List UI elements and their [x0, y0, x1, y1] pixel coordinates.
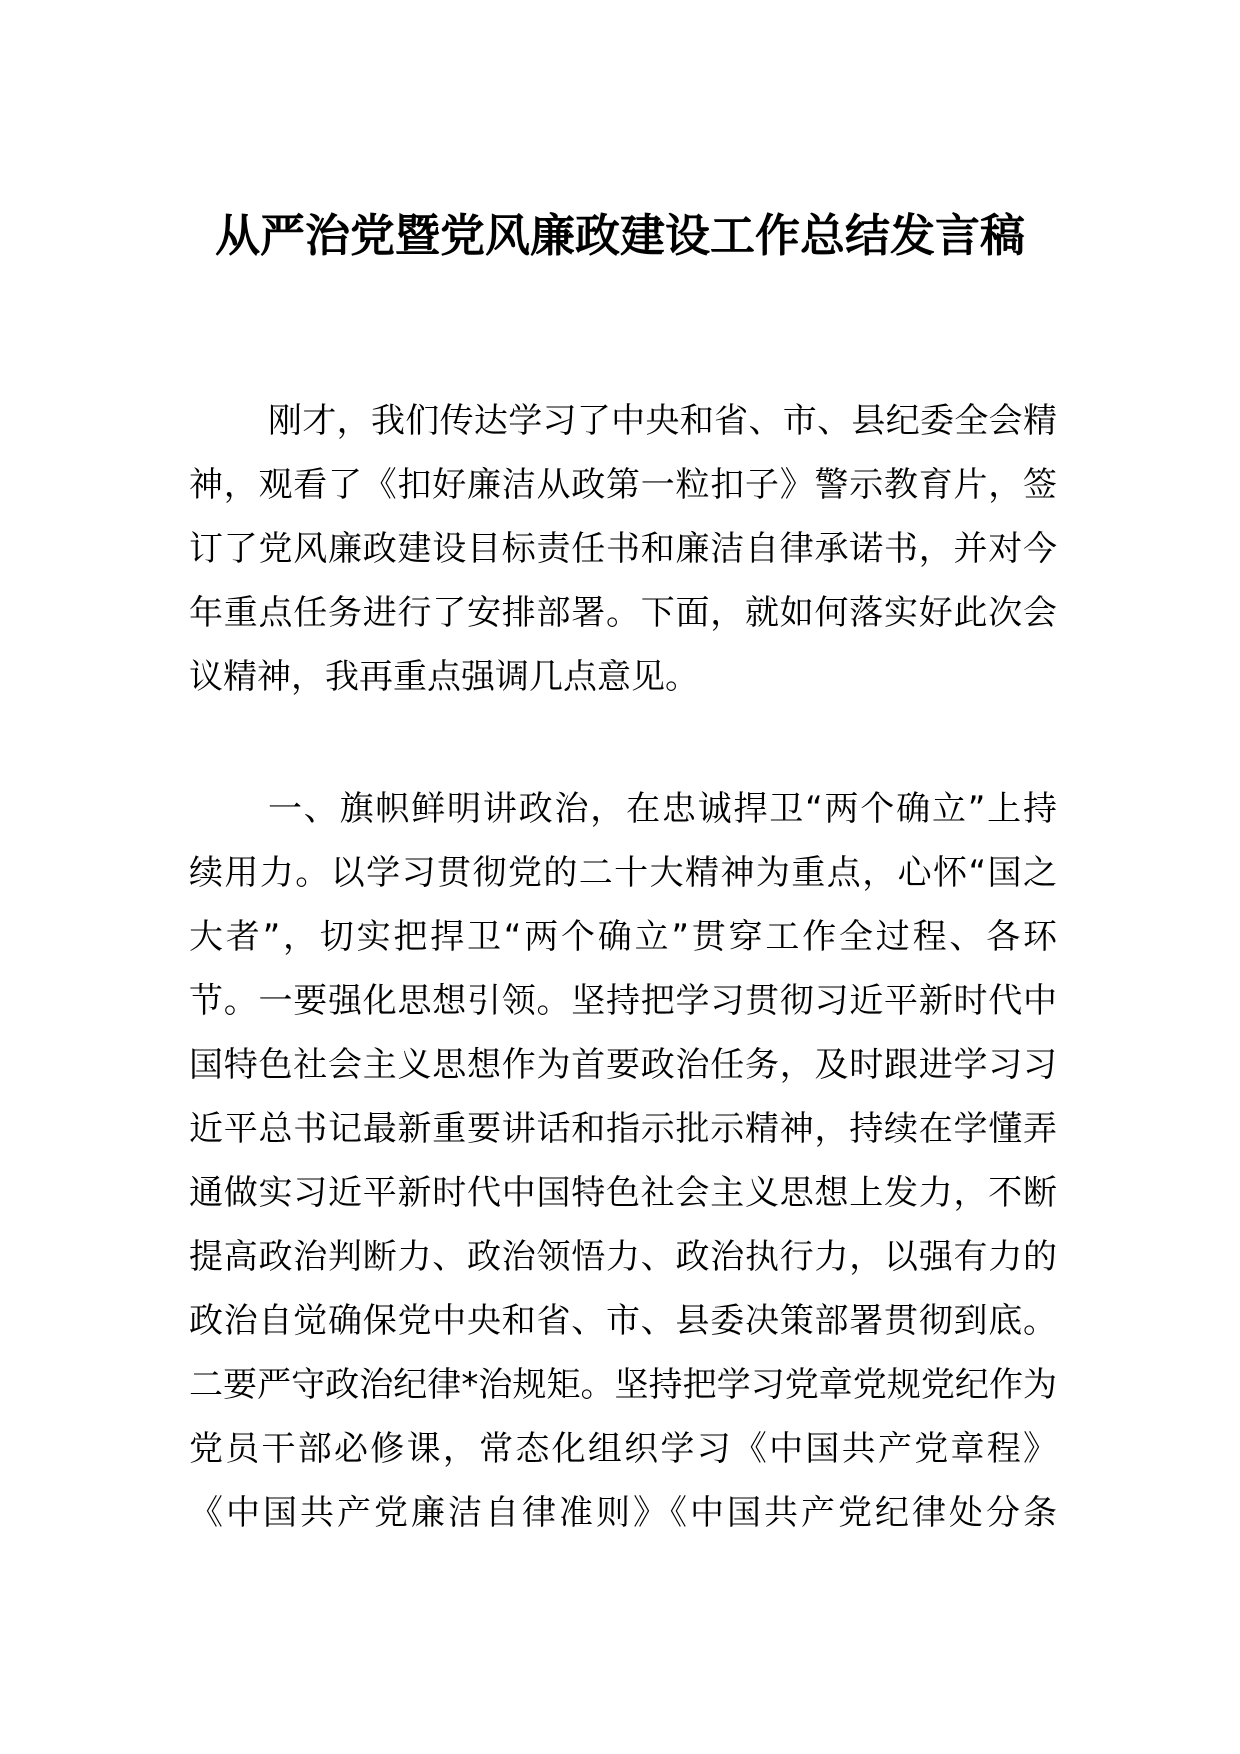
text-line: 《中国共产党廉洁自律准则》《中国共产党纪律处分条 [189, 1493, 1057, 1533]
text-line: 国特色社会主义思想作为首要政治任务，及时跟进学习习 [189, 1045, 1057, 1085]
text-line: 大者”，切实把捍卫“两个确立”贯穿工作全过程、各环 [189, 917, 1057, 957]
text-line: 节。一要强化思想引领。坚持把学习贯彻习近平新时代中 [189, 981, 1057, 1021]
text-line: 通做实习近平新时代中国特色社会主义思想上发力，不断 [189, 1173, 1057, 1213]
text-line: 神，观看了《扣好廉洁从政第一粒扣子》警示教育片，签 [189, 465, 1057, 505]
text-line: 年重点任务进行了安排部署。下面，就如何落实好此次会 [189, 593, 1057, 633]
text-line: 政治自觉确保党中央和省、市、县委决策部署贯彻到底。 [189, 1301, 1057, 1341]
text-line: 近平总书记最新重要讲话和指示批示精神，持续在学懂弄 [189, 1109, 1057, 1149]
text-line: 续用力。以学习贯彻党的二十大精神为重点，心怀“国之 [189, 853, 1057, 893]
text-line: 提高政治判断力、政治领悟力、政治执行力，以强有力的 [189, 1237, 1057, 1277]
text-line: 订了党风廉政建设目标责任书和廉洁自律承诺书，并对今 [189, 529, 1057, 569]
text-line: 刚才，我们传达学习了中央和省、市、县纪委全会精 [268, 401, 1057, 441]
document-title: 从严治党暨党风廉政建设工作总结发言稿 [214, 209, 1025, 262]
text-line: 一、旗帜鲜明讲政治，在忠诚捍卫“两个确立”上持 [268, 789, 1057, 829]
text-line: 议精神，我再重点强调几点意见。 [189, 657, 699, 697]
text-line: 二要严守政治纪律*治规矩。坚持把学习党章党规党纪作为 [189, 1365, 1057, 1405]
text-line: 党员干部必修课，常态化组织学习《中国共产党章程》 [189, 1429, 1057, 1469]
